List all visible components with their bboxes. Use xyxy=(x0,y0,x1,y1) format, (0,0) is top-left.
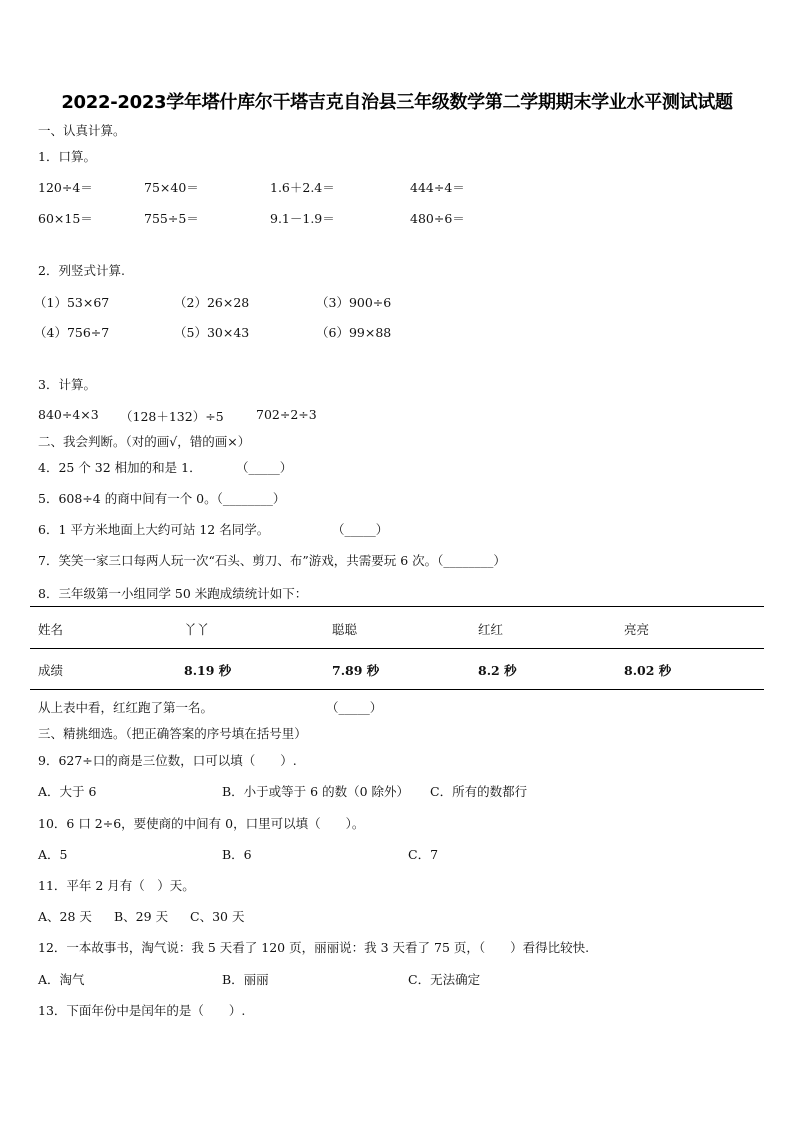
q3-label: 3．计算。 xyxy=(38,377,96,392)
q2-item: （5）30×43 xyxy=(174,325,250,340)
q9-option: C．所有的数都行 xyxy=(430,784,528,799)
q4-text: 4．25 个 32 相加的和是 1． xyxy=(38,460,202,475)
table-cell: 7.89 秒 xyxy=(332,663,380,678)
section-3-heading: 三、精挑细选。（把正确答案的序号填在括号里） xyxy=(38,726,307,741)
q2-item: （3）900÷6 xyxy=(316,295,392,310)
table-mid-rule xyxy=(30,648,764,649)
q1-item: 75×40＝ xyxy=(144,180,199,195)
q6-answer-blank: （_____） xyxy=(332,522,389,537)
table-cell: 8.19 秒 xyxy=(184,663,232,678)
q10-option: B．6 xyxy=(222,847,252,862)
q10-option: A．5 xyxy=(38,847,68,862)
q2-item: （4）756÷7 xyxy=(34,325,110,340)
table-cell: 8.02 秒 xyxy=(624,663,672,678)
q1-item: 120÷4＝ xyxy=(38,180,93,195)
q11-option: B、29 天 xyxy=(114,909,169,924)
q7-text: 7．笑笑一家三口每两人玩一次“石头、剪刀、布”游戏，共需要玩 6 次。（________） xyxy=(38,553,506,568)
table-header-cell: 姓名 xyxy=(38,622,64,637)
q9-option: A．大于 6 xyxy=(38,784,97,799)
q9-option: B．小于或等于 6 的数（0 除外） xyxy=(222,784,410,799)
q6-text: 6．1 平方米地面上大约可站 12 名同学。 xyxy=(38,522,270,537)
q5-text: 5．608÷4 的商中间有一个 0。（________） xyxy=(38,491,286,506)
q3-item: 840÷4×3 xyxy=(38,407,99,422)
q10-stem: 10．6 口 2÷6，要使商的中间有 0，口里可以填（ ）。 xyxy=(38,816,365,831)
q1-item: 1.6＋2.4＝ xyxy=(270,180,335,195)
table-header-cell: 聪聪 xyxy=(332,622,358,637)
q12-option: B．丽丽 xyxy=(222,972,269,987)
q13-stem: 13．下面年份中是闰年的是（ ）. xyxy=(38,1003,246,1018)
q9-stem: 9．627÷口的商是三位数，口可以填（ ）. xyxy=(38,753,297,768)
table-top-rule xyxy=(30,606,764,607)
q1-item: 9.1－1.9＝ xyxy=(270,211,335,226)
q3-item: 702÷2÷3 xyxy=(256,407,317,422)
q1-item: 444÷4＝ xyxy=(410,180,465,195)
q11-option: A、28 天 xyxy=(38,909,92,924)
table-header-cell: 亮亮 xyxy=(624,622,650,637)
q8-statement: 从上表中看，红红跑了第一名。 xyxy=(38,700,214,715)
table-bottom-rule xyxy=(30,689,764,690)
q12-option: C．无法确定 xyxy=(408,972,481,987)
table-cell: 8.2 秒 xyxy=(478,663,517,678)
q1-item: 480÷6＝ xyxy=(410,211,465,226)
table-cell: 成绩 xyxy=(38,663,64,678)
q3-item: （128＋132）÷5 xyxy=(120,409,224,424)
page-title: 2022-2023学年塔什库尔干塔吉克自治县三年级数学第二学期期末学业水平测试试题 xyxy=(61,92,733,113)
q1-item: 755÷5＝ xyxy=(144,211,199,226)
q2-item: （2）26×28 xyxy=(174,295,250,310)
q2-item: （6）99×88 xyxy=(316,325,392,340)
table-header-cell: 丫丫 xyxy=(184,622,210,637)
q11-stem: 11．平年 2 月有（ ）天。 xyxy=(38,878,195,893)
q2-item: （1）53×67 xyxy=(34,295,110,310)
q4-answer-blank: （_____） xyxy=(236,460,293,475)
q8-answer-blank: （_____） xyxy=(326,700,383,715)
q12-stem: 12．一本故事书，淘气说：我 5 天看了 120 页，丽丽说：我 3 天看了 75 页，（ ）看得比较快. xyxy=(38,940,590,955)
q2-label: 2．列竖式计算. xyxy=(38,263,125,278)
q12-option: A．淘气 xyxy=(38,972,85,987)
q10-option: C．7 xyxy=(408,847,439,862)
q1-item: 60×15＝ xyxy=(38,211,93,226)
section-2-heading: 二、我会判断。（对的画√，错的画×） xyxy=(38,434,251,449)
q8-label: 8．三年级第一小组同学 50 米跑成绩统计如下： xyxy=(38,586,308,601)
q11-option: C、30 天 xyxy=(190,909,245,924)
table-header-cell: 红红 xyxy=(478,622,504,637)
section-1-heading: 一、认真计算。 xyxy=(38,123,126,138)
q1-label: 1．口算。 xyxy=(38,149,96,164)
